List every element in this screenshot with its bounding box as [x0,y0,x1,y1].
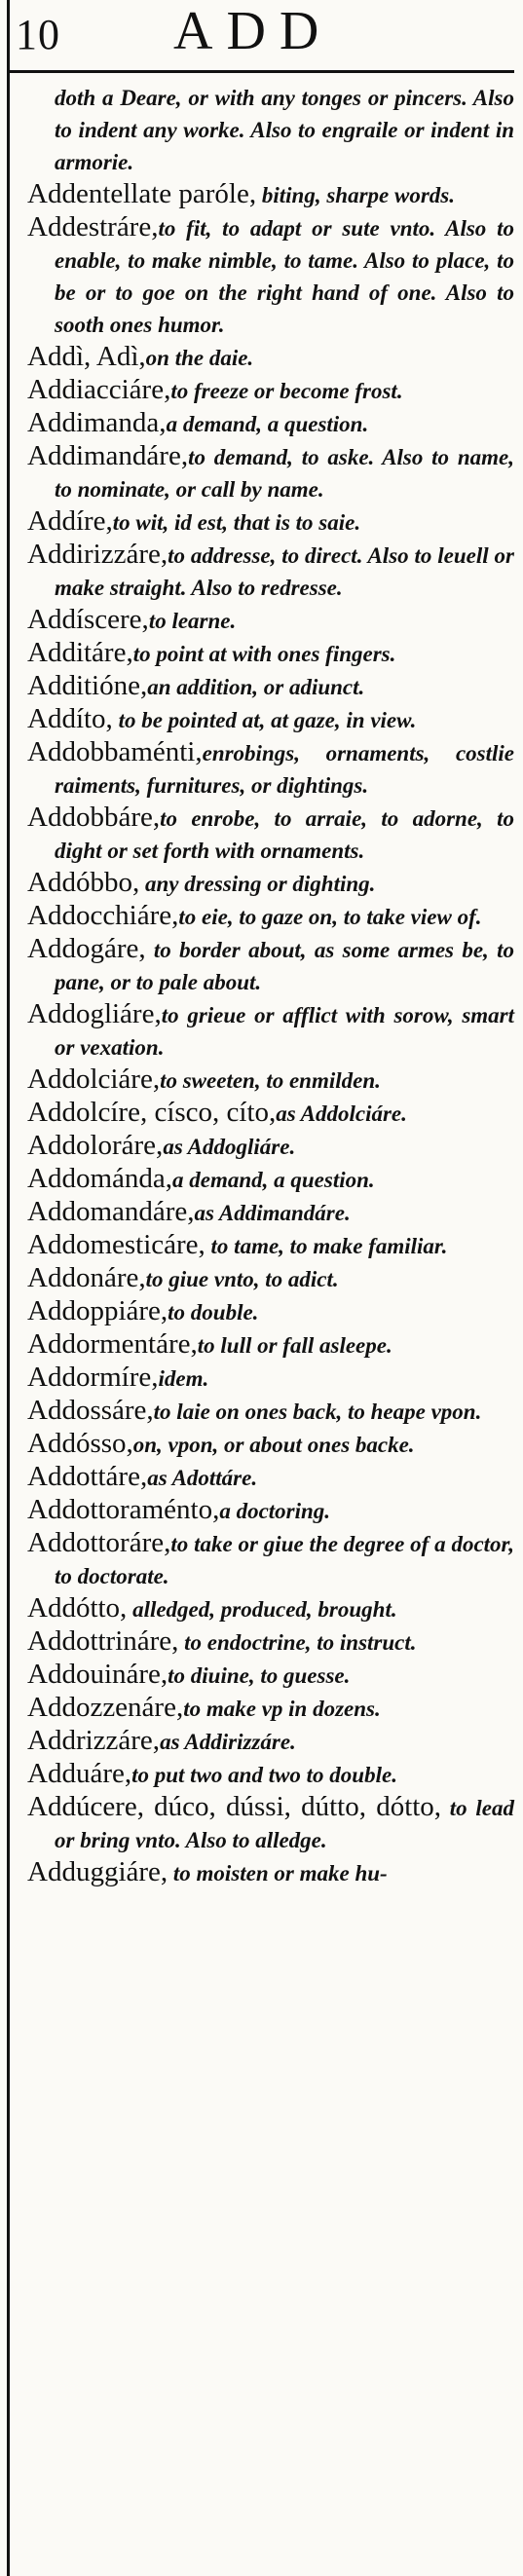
page-number: 10 [16,11,60,58]
dictionary-entry [27,1625,514,1659]
dictionary-entry [27,1064,514,1097]
entry-headword: Adduáre, [27,1758,132,1789]
entry-headword: Addiacciáre, [27,374,171,405]
entry-definition: on, vpon, or about ones backe. [132,1433,415,1457]
entry-definition: to grieue or afflict with sorow, smart or vexation. [55,1003,514,1060]
entry-definition: as Addogliáre. [163,1135,296,1159]
entry-headword: Addoppiáre, [27,1295,168,1326]
entry-headword: Additáre, [27,637,133,668]
entry-headword: Addomesticáre, [27,1229,205,1260]
entry-definition: to diuine, to guesse. [168,1663,351,1688]
entry-headword: Addirizzáre, [27,539,168,570]
entry-headword: Addestráre, [27,211,159,243]
entry-definition: to demand, to aske. Also to name, to nominate, or call by name. [55,445,514,502]
entry-headword: Addocchiáre, [27,900,179,931]
entry-definition: to giue vnto, to adict. [145,1267,339,1291]
entry-definition: to sweeten, to enmilden. [160,1068,381,1093]
entry-definition: enrobings, ornaments, costlie raiments, furnitures, or dightings. [55,741,514,798]
page-header [0,0,523,70]
dictionary-entry [27,178,514,211]
entry-headword: Addouináre, [27,1659,168,1690]
dictionary-entry [27,1592,514,1625]
entry-definition: to point at with ones fingers. [132,642,396,666]
dictionary-entry [27,1428,514,1461]
entry-headword: Addossáre, [27,1395,154,1426]
entry-headword: Addolciáre, [27,1064,161,1095]
entry-definition: to freeze or become frost. [170,379,403,403]
entry-definition: to fit, to adapt or sute vnto. Also to enable, to make nimble, to tame. Also to place, to be or to goe on the right hand of one. Also to sooth ones humor. [55,216,514,337]
entry-headword: Addormíre, [27,1362,159,1393]
entry-headword: Addúcere, dúco, dússi, dútto, dótto, [27,1791,442,1822]
entry-headword: Addobbaménti, [27,736,203,767]
dictionary-entry [27,1692,514,1725]
dictionary-entry [27,341,514,374]
entry-definition: to learne. [148,609,237,633]
dictionary-entry [27,1791,514,1856]
entry-definition: to lull or fall asleepe. [197,1333,392,1358]
entry-headword: Addozzenáre, [27,1692,184,1723]
dictionary-entry [27,1163,514,1196]
entry-headword: Addogliáre, [27,998,162,1029]
dictionary-entry [27,1395,514,1428]
entry-definition: to be pointed at, at gaze, in view. [112,708,417,732]
entry-headword: Addormentáre, [27,1328,198,1360]
dictionary-entry [27,1295,514,1328]
dictionary-entry [27,211,514,341]
entry-headword: Addósso, [27,1428,133,1459]
dictionary-entry [27,604,514,637]
dictionary-entry [27,440,514,505]
entry-definition: to make vp in dozens. [183,1697,381,1721]
dictionary-entry [27,1130,514,1163]
dictionary-entry [27,407,514,440]
entry-definition: idem. [158,1366,209,1391]
entry-headword: Addottrináre, [27,1625,179,1657]
dictionary-entry [27,374,514,407]
entry-definition: a demand, a question. [172,1168,375,1192]
entry-headword: Addogáre, [27,933,146,964]
dictionary-entry [27,933,514,998]
dictionary-entry [27,505,514,539]
dictionary-entry [27,1196,514,1229]
entry-definition: on the daie. [145,346,254,370]
left-border-rule [7,0,10,2576]
dictionary-entry [27,82,514,178]
entry-definition: as Addirizzáre. [160,1730,296,1754]
dictionary-entry [27,1461,514,1494]
entry-definition: to wit, id est, that is to saie. [112,510,361,535]
entry-headword: Addottoráre, [27,1527,171,1558]
dictionary-entry [27,637,514,670]
dictionary-entry [27,1362,514,1395]
entry-definition: biting, sharpe words. [256,183,455,207]
entry-definition: to lead or bring vnto. Also to alledge. [55,1796,514,1852]
dictionary-entry [27,703,514,736]
entry-definition: to take or giue the degree of a doctor, to doctorate. [55,1532,514,1588]
entry-headword: Addottáre, [27,1461,148,1492]
entry-headword: Addottoraménto, [27,1494,220,1525]
dictionary-entry [27,1097,514,1130]
entry-headword: Addomandáre, [27,1196,195,1227]
entry-headword: Addóbbo, [27,867,140,898]
dictionary-entry [27,539,514,604]
entry-headword: Addótto, [27,1592,128,1624]
entry-definition: to eie, to gaze on, to take view of. [178,905,482,929]
entry-definition: doth a Deare, or with any tonges or pincers. Also to indent any worke. Also to engraile or indent in armorie. [55,86,514,174]
entry-definition: a doctoring. [219,1499,331,1523]
entry-headword: Addoloráre, [27,1130,164,1161]
entry-headword: Addimandáre, [27,440,189,471]
entry-headword: Addentellate paróle, [27,178,257,209]
dictionary-entry [27,1262,514,1295]
entry-definition: to border about, as some armes be, to pane, or to pale about. [55,938,514,994]
header-rule [8,70,514,73]
entry-definition: to double. [168,1300,259,1325]
entry-definition: a demand, a question. [166,412,369,436]
entry-headword: Addimanda, [27,407,167,438]
entry-definition: to moisten or make hu- [168,1861,388,1885]
entry-headword: Addrizzáre, [27,1725,161,1756]
entry-headword: Addománda, [27,1163,172,1194]
entry-headword: Addonáre, [27,1262,146,1293]
dictionary-entry [27,1229,514,1262]
dictionary-entry [27,998,514,1064]
entry-definition: an addition, or adiunct. [147,675,365,699]
dictionary-entry [27,802,514,867]
dictionary-entry [27,670,514,703]
entry-definition: as Addolciáre. [276,1101,407,1126]
entry-headword: Addíre, [27,505,113,537]
dictionary-entry [27,1328,514,1362]
entry-headword: Addíscere, [27,604,149,635]
dictionary-entry [27,900,514,933]
entry-headword: Addobbáre, [27,802,161,833]
entry-definition: to addresse, to direct. Also to leuell or make straight. Also to redresse. [55,543,514,600]
entry-definition: any dressing or dighting. [139,872,376,896]
entry-headword: Addolcíre, císco, cíto, [27,1097,277,1128]
entry-definition: as Adottáre. [147,1466,258,1490]
dictionary-entry [27,1758,514,1791]
entry-headword: Adduggiáre, [27,1856,168,1887]
entry-definition: to enrobe, to arraie, to adorne, to dight or set forth with ornaments. [55,806,514,863]
dictionary-entry [27,867,514,900]
entry-definition: to endoctrine, to instruct. [178,1630,417,1655]
entry-headword: Addì, Adì, [27,341,146,372]
entry-list [27,82,514,1889]
dictionary-entry [27,1659,514,1692]
running-head: ADD [173,1,333,61]
entry-headword: Additióne, [27,670,148,701]
entry-definition: to tame, to make familiar. [205,1234,448,1258]
dictionary-entry [27,736,514,802]
dictionary-entry [27,1494,514,1527]
dictionary-entry [27,1856,514,1889]
dictionary-entry [27,1725,514,1758]
entry-definition: alledged, produced, brought. [127,1597,397,1622]
entry-definition: as Addimandáre. [194,1201,351,1225]
entry-definition: to put two and two to double. [131,1763,397,1787]
entry-definition: to laie on ones back, to heape vpon. [153,1400,482,1424]
dictionary-entry [27,1527,514,1592]
entry-headword: Addíto, [27,703,113,734]
